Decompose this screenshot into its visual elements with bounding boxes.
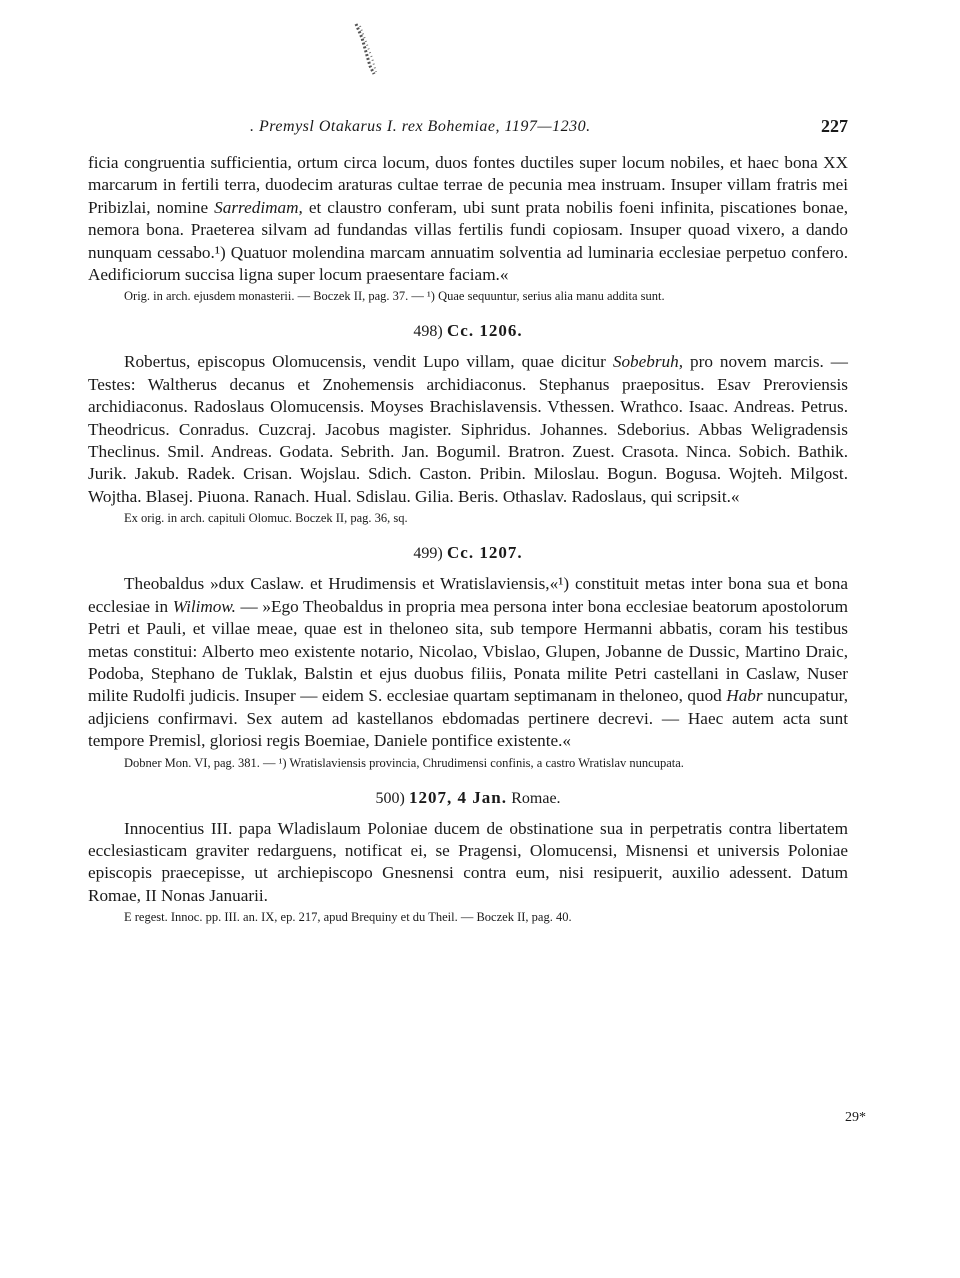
- text-run: — »Ego Theobaldus in propria mea persona inter bona ecclesiae beatorum apostolorum Petri et Pauli, et villae meae, quae est in theloneo sita, sub tempore Hermanni abbatis, coram his testibus metas constitui: Alberto meo existente notario, Nicolao, Vbislao, Glupen, Jobanne de Dussic, Martino Draic, Podoba, Stephano de Tuklak, Balstin et ejus duobus filiis, Ponata milite Petri castellani in Caslaw, Nuser milite Rudolfi judicis. Insuper — eidem S. ecclesiae quartam septimanam in theloneo, quod: [88, 596, 848, 706]
- document-number: 498): [413, 323, 443, 341]
- source-note: Ex orig. in arch. capituli Olomuc. Boczek II, pag. 36, sq.: [124, 511, 408, 526]
- document-date: 1207, 4 Jan.: [409, 787, 507, 807]
- source-note: Dobner Mon. VI, pag. 381. — ¹) Wratislaviensis provincia, Chrudimensi confinis, a castro Wratislav nuncupata.: [124, 755, 684, 770]
- text-run: nuncupatur, adjiciens confirmavi. Sex autem ad kastellanos ebdomadas pertinere decrevi. — Haec autem acta sunt tempore Premisl, gloriosi regis Boemiae, Daniele pontifice existente.«: [88, 686, 848, 751]
- ink-smudge-mark: [352, 22, 380, 78]
- document-500: [88, 788, 848, 927]
- signature-mark: 29*: [845, 1110, 866, 1125]
- italic-run: Sarredimam,: [214, 197, 303, 217]
- document-number: 500): [375, 789, 405, 807]
- text-run: Robertus, episcopus Olomucensis, vendit Lupo villam, quae dicitur: [124, 352, 613, 372]
- italic-run: Wilimow.: [172, 596, 236, 616]
- document-heading: [88, 543, 848, 563]
- document-498: [88, 321, 848, 527]
- document-499: [88, 543, 848, 771]
- document-heading: [88, 788, 848, 808]
- italic-run: Habr: [726, 686, 763, 706]
- source-note: E regest. Innoc. pp. III. an. IX, ep. 217, apud Brequiny et du Theil. — Boczek II, pag. 40.: [124, 910, 572, 925]
- page-header: [88, 110, 848, 140]
- italic-run: Sobebruh,: [612, 352, 684, 372]
- source-note: Orig. in arch. ejusdem monasterii. — Boczek II, pag. 37. — ¹) Quae sequuntur, serius alia manu addita sunt.: [124, 289, 665, 304]
- text-run: pro novem marcis. — Testes: Waltherus decanus et Znohemensis archidiaconus. Stephanus praepositus. Esav Preroviensis archidiaconus. Radoslaus Olomucensis. Moyses Brachislavensis. Vthessen. Wrathco. Isaac. Andreas. Petrus. Theodricus. Conradus. Cuzcraj. Jacobus magister. Siphridus. Johannes. Sdeborius. Abbas Weligradensis Theclinus. Smil. Andreas. Godata. Sebrith. Jan. Bogumil. Bratron. Zuest. Crasota. Ninca. Sobich. Bathik. Jurik. Jakub. Radek. Crisan. Wojslau. Sdich. Caston. Pribin. Miloslau. Bogun. Bogusa. Wojteh. Milgost. Wojtha. Blasej. Piuona. Ranach. Hual. Sdislau. Gilia. Beris. Othaslav. Radoslaus, qui scripsit.«: [88, 352, 848, 506]
- continued-document: [88, 152, 848, 305]
- page-number: 227: [821, 116, 848, 136]
- document-date: Cc. 1207.: [447, 543, 523, 563]
- document-text: [88, 351, 848, 508]
- running-head: . Premysl Otakarus I. rex Bohemiae, 1197—1230.: [250, 118, 591, 135]
- text-run: Theobaldus »dux Caslaw. et Hrudimensis et Wratislaviensis,«¹) constituit metas inter bona sua et bona ecclesiae in: [88, 574, 848, 616]
- document-heading: [88, 321, 848, 341]
- document-text: Innocentius III. papa Wladislaum Poloniae ducem de obstinatione sua in perpetratis contra libertatem ecclesiasticam graviter redarguens, notificat ei, se Pragensi, Olomucensi, Misnensi et universis Poloniae episcopis praecepisse, ut archiepiscopo Gnesnensi contra eum, nisi resipuerit, auxilio adessent. Datum Romae, II Nonas Januarii.: [88, 818, 848, 905]
- document-text: [88, 573, 848, 752]
- document-date: Cc. 1206.: [447, 321, 523, 341]
- text-run: et claustro conferam, ubi sunt prata nobilis foeni infinita, piscationes bonae, nemora bona. Praeterea silvam ad fundandas villas fertilis fundi copiosam. Insuper quoad vixero, a dando nunquam cessabo.¹) Quatuor molendina marcam annuatim solventia ad luminaria ecclesiae perpetuo confero. Aedificiorum succisa ligna super locum praesentare faciam.«: [88, 197, 848, 285]
- continued-paragraph: [88, 152, 848, 286]
- document-place: Romae.: [511, 789, 561, 807]
- document-number: 499): [413, 545, 443, 563]
- page-body: [88, 110, 848, 926]
- text-run: ficia congruentia sufficientia, ortum circa locum, duos fontes ductiles super locum nobiles, et haec bona XX marcarum in fertili terra, duodecim araturas cultae terrae de pecunia mea instruam. Insuper villam fratris mei Pribizlai, nomine: [88, 153, 848, 217]
